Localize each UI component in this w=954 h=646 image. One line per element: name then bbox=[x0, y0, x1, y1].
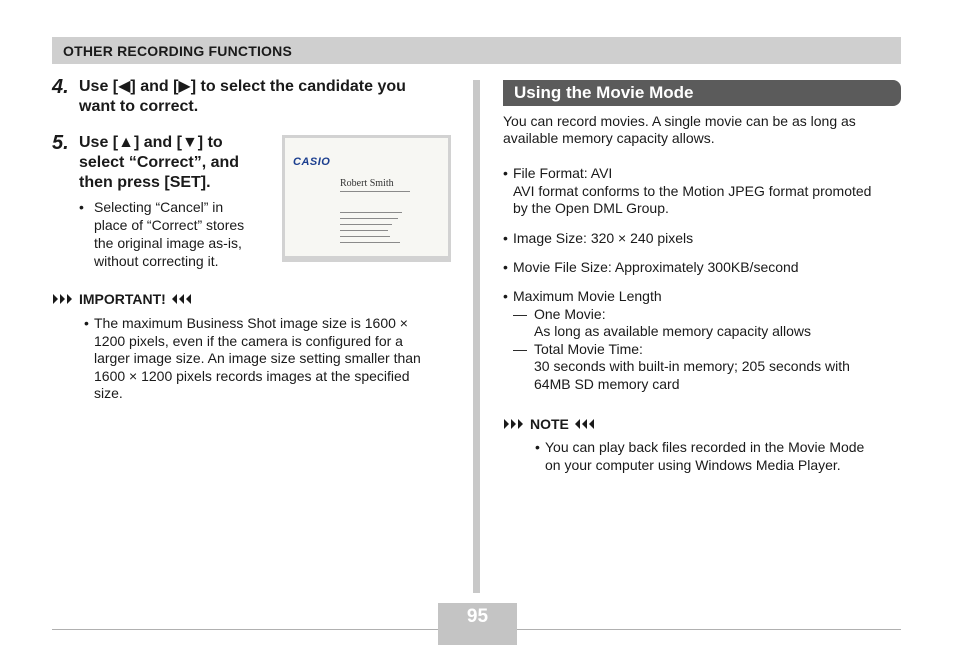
card-text-line bbox=[340, 242, 400, 243]
step-4-number: 4. bbox=[52, 76, 69, 98]
dash-mark: — bbox=[513, 340, 527, 357]
important-line: 1600 × 1200 pixels records images at the specified bbox=[94, 367, 410, 384]
note-heading bbox=[503, 416, 596, 432]
one-movie-desc: As long as available memory capacity allows bbox=[534, 323, 812, 339]
bullet: • bbox=[503, 259, 508, 275]
important-line: The maximum Business Shot image size is 1600 × bbox=[94, 315, 408, 331]
max-length-title: Maximum Movie Length bbox=[513, 288, 662, 304]
cancel-note-line: Selecting “Cancel” in bbox=[94, 199, 224, 215]
step-5-line-1: Use [▲] and [▼] to bbox=[79, 134, 223, 151]
bullet: • bbox=[535, 439, 540, 455]
total-time-desc: 64MB SD memory card bbox=[534, 375, 680, 392]
note-label: NOTE bbox=[530, 416, 569, 432]
notice-arrows-right-icon bbox=[52, 293, 74, 305]
image-size-text: Image Size: 320 × 240 pixels bbox=[513, 230, 694, 246]
bullet: • bbox=[84, 315, 89, 331]
step-5-line-2: select “Correct”, and bbox=[79, 154, 240, 171]
card-text-line bbox=[340, 212, 402, 213]
file-format-desc: by the Open DML Group. bbox=[513, 200, 669, 216]
card-text-line bbox=[340, 218, 398, 219]
page-number-box bbox=[438, 603, 517, 645]
section-title: Using the Movie Mode bbox=[514, 83, 694, 102]
important-label: IMPORTANT! bbox=[79, 291, 166, 307]
header-bar bbox=[52, 37, 901, 64]
important-text bbox=[84, 315, 454, 403]
notice-arrows-right-icon bbox=[503, 418, 525, 430]
card-text-line bbox=[340, 230, 388, 231]
card-name: Robert Smith bbox=[340, 178, 394, 189]
intro-paragraph bbox=[503, 113, 901, 147]
intro-line: available memory capacity allows. bbox=[503, 130, 715, 146]
max-length-item bbox=[503, 288, 901, 393]
cancel-note bbox=[79, 198, 279, 270]
note-line: You can play back files recorded in the Movie Mode bbox=[545, 439, 865, 455]
notice-arrows-left-icon bbox=[171, 293, 193, 305]
intro-line: You can record movies. A single movie can be as long as bbox=[503, 113, 856, 129]
step-5-number: 5. bbox=[52, 132, 69, 154]
file-size-text: Movie File Size: Approximately 300KB/second bbox=[513, 259, 799, 275]
file-size-item bbox=[503, 259, 901, 277]
business-card-image bbox=[282, 135, 451, 262]
dash-mark: — bbox=[513, 305, 527, 322]
one-movie-entry bbox=[513, 306, 901, 341]
step-5-line-3: then press [SET]. bbox=[79, 174, 211, 191]
important-line: larger image size. An image size setting smaller than bbox=[94, 350, 421, 367]
file-format-title: File Format: AVI bbox=[513, 165, 613, 181]
step-4-line-2: want to correct. bbox=[79, 98, 199, 115]
card-logo: CASIO bbox=[293, 156, 331, 168]
note-line: on your computer using Windows Media Player. bbox=[545, 456, 841, 473]
cancel-note-line: the original image as-is, bbox=[94, 235, 242, 251]
business-card bbox=[285, 138, 448, 256]
file-format-item bbox=[503, 165, 901, 218]
card-text-line bbox=[340, 236, 390, 237]
important-heading bbox=[52, 291, 193, 307]
bullet: • bbox=[503, 165, 508, 181]
total-time-desc: 30 seconds with built-in memory; 205 seconds with bbox=[534, 358, 850, 374]
card-text-line bbox=[340, 224, 392, 225]
bullet: • bbox=[79, 199, 84, 215]
column-divider bbox=[473, 80, 480, 593]
page-number: 95 bbox=[466, 606, 489, 627]
important-line: 1200 pixels, even if the camera is configured for a bbox=[94, 332, 403, 349]
section-title-bar bbox=[503, 80, 901, 106]
cancel-note-line: place of “Correct” stores bbox=[94, 217, 245, 233]
important-line: size. bbox=[94, 385, 123, 402]
step-4-line-1: Use [◀] and [▶] to select the candidate you bbox=[79, 78, 406, 95]
image-size-item bbox=[503, 230, 901, 248]
note-text bbox=[535, 439, 900, 474]
bullet: • bbox=[503, 288, 508, 304]
bullet: • bbox=[503, 230, 508, 246]
notice-arrows-left-icon bbox=[574, 418, 596, 430]
total-time-label: Total Movie Time: bbox=[534, 340, 643, 357]
card-text-line bbox=[340, 191, 410, 192]
total-time-entry bbox=[513, 341, 901, 394]
cancel-note-line: without correcting it. bbox=[94, 253, 219, 269]
file-format-desc: AVI format conforms to the Motion JPEG format promoted bbox=[513, 182, 872, 199]
header-title: OTHER RECORDING FUNCTIONS bbox=[63, 43, 292, 59]
one-movie-label: One Movie: bbox=[534, 305, 606, 322]
